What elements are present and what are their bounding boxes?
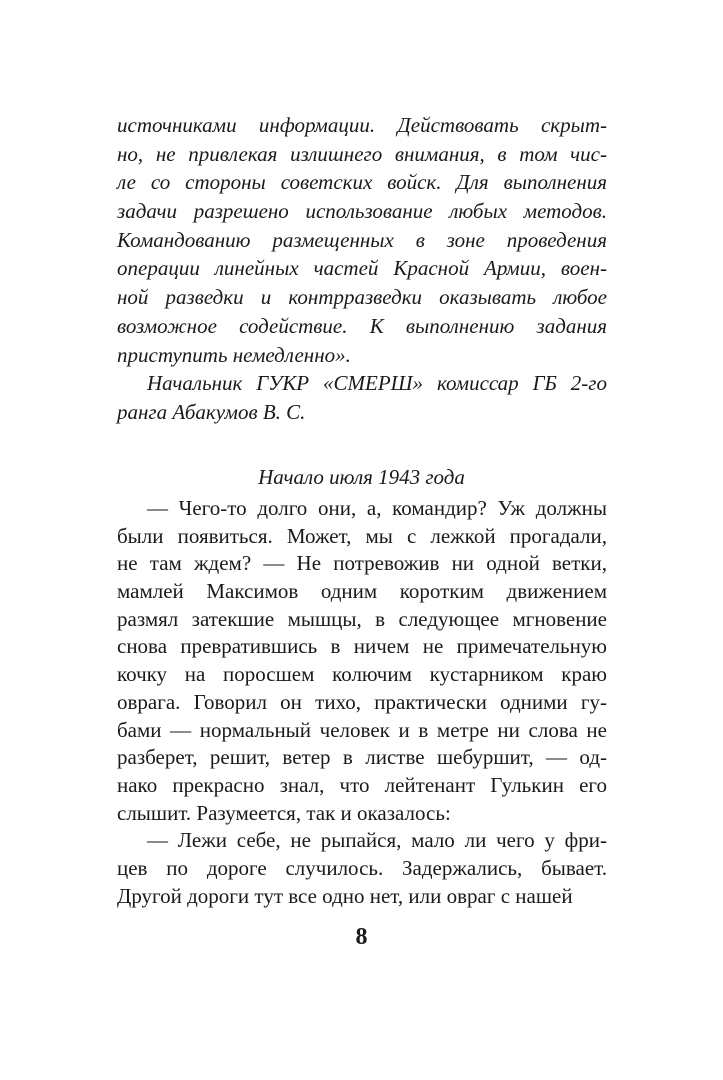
text-line: бами — нормальный человек и в метре ни слова не — [117, 717, 607, 742]
text-line: приступить немедленно». — [117, 342, 351, 367]
text-line: нако прекрасно знал, что лейтенант Гулькин его — [117, 772, 607, 797]
text-line: — Лежи себе, не рыпайся, мало ли чего у фри- — [147, 828, 607, 853]
text-line: ле со стороны советских войск. Для выполнения — [117, 170, 607, 195]
text-line: снова превратившись в ничем не примечательную — [117, 634, 607, 659]
text-line: не там ждем? — Не потревожив ни одной ветки, — [117, 551, 607, 576]
page-number: 8 — [355, 924, 368, 950]
text-line: операции линейных частей Красной Армии, воен- — [117, 256, 607, 281]
text-line: но, не привлекая излишнего внимания, в том чис- — [117, 141, 607, 166]
text-line: слышит. Разумеется, так и оказалось: — [117, 800, 451, 825]
text-line: оврага. Говорил он тихо, практически одними гу- — [117, 689, 607, 714]
text-line: задачи разрешено использование любых методов. — [117, 199, 607, 224]
text-line: Командованию размещенных в зоне проведения — [117, 227, 607, 252]
text-line: разберет, решит, ветер в листве шебуршит, — од- — [117, 745, 607, 770]
text-line: возможное содействие. К выполнению задания — [117, 313, 607, 338]
text-line: мамлей Максимов одним коротким движением — [117, 579, 607, 604]
text-line: цев по дороге случилось. Задержались, бывает. — [117, 855, 607, 880]
text-line: ной разведки и контрразведки оказывать любое — [117, 285, 607, 310]
section-heading: Начало июля 1943 года — [258, 465, 465, 489]
text-line: размял затекшие мышцы, в следующее мгновение — [117, 606, 607, 631]
text-line: Начальник ГУКР «СМЕРШ» комиссар ГБ 2-го — [147, 371, 607, 396]
text-line: ранга Абакумов В. С. — [117, 399, 306, 424]
text-line: были появиться. Может, мы с лежкой прогадали, — [117, 523, 607, 548]
text-line: источниками информации. Действовать скрыт- — [117, 113, 607, 137]
narrative-text — [117, 495, 607, 910]
text-line: Другой дороги тут все одно нет, или овраг с нашей — [117, 883, 573, 908]
order-text — [117, 111, 607, 427]
text-line: кочку на поросшем колючим кустарником краю — [117, 662, 607, 687]
text-line: — Чего-то долго они, а, командир? Уж должны — [147, 496, 607, 520]
